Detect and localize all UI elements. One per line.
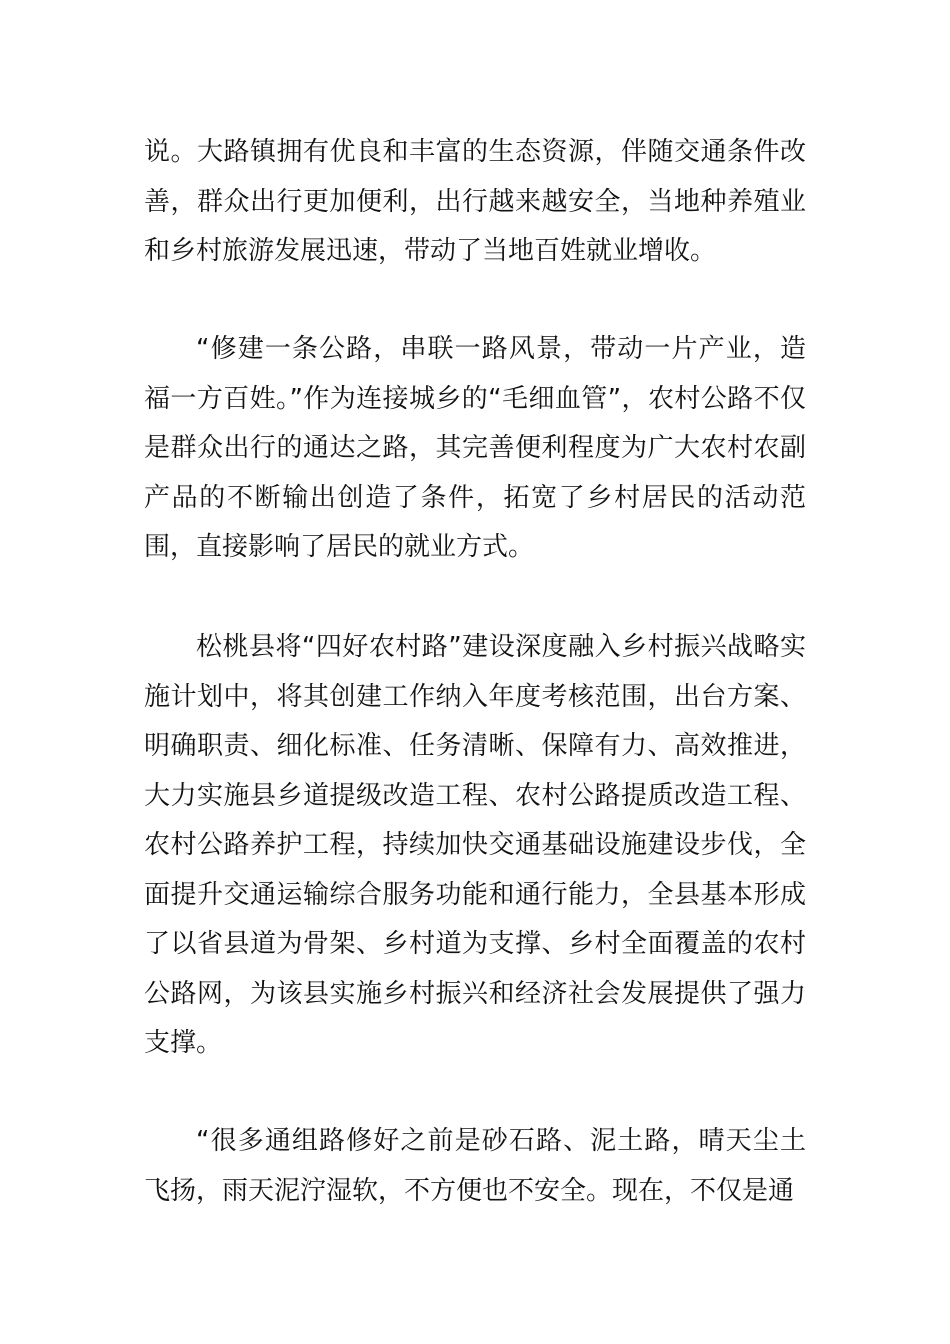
paragraph-2: “修建一条公路，串联一路风景，带动一片产业，造福一方百姓。”作为连接城乡的“毛细血管”，农村公路不仅是群众出行的通达之路，其完善便利程度为广大农村农副产品的不断输出创造了条件，拓宽了乡村居民的活动范围，直接影响了居民的就业方式。	[144, 334, 806, 562]
paragraph-3: 松桃县将“四好农村路”建设深度融入乡村振兴战略实施计划中，将其创建工作纳入年度考核范围，出台方案、明确职责、细化标准、任务清晰、保障有力、高效推进，大力实施县乡道提级改造工程、农村公路提质改造工程、农村公路养护工程，持续加快交通基础设施建设步伐，全面提升交通运输综合服务功能和通行能力，全县基本形成了以省县道为骨架、乡村道为支撑、乡村全面覆盖的农村公路网，为该县实施乡村振兴和经济社会发展提供了强力支撑。	[144, 632, 806, 1058]
paragraph-4: “很多通组路修好之前是砂石路、泥土路，晴天尘土飞扬，雨天泥泞湿软，不方便也不安全。现在，不仅是通	[144, 1126, 806, 1206]
paragraph-1: 说。大路镇拥有优良和丰富的生态资源，伴随交通条件改善，群众出行更加便利，出行越来越安全，当地种养殖业和乡村旅游发展迅速，带动了当地百姓就业增收。	[144, 137, 806, 266]
